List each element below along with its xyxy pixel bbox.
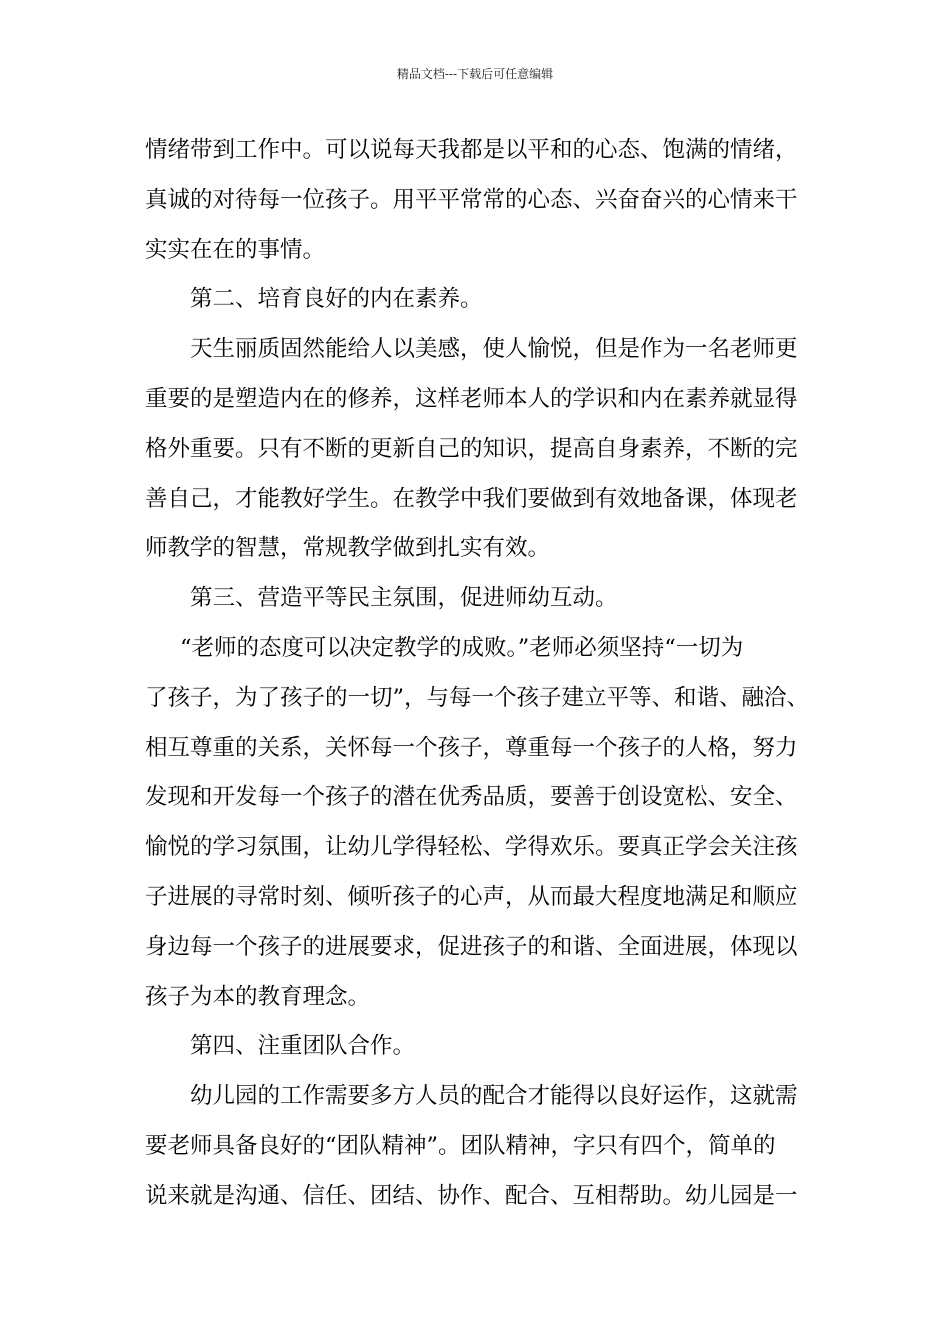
text-line: 第四、注重团队合作。 xyxy=(190,1033,416,1060)
text-line: 天生丽质固然能给人以美感，使人愉悦，但是作为一名老师更 xyxy=(190,336,798,363)
text-line: 要老师具备良好的“团队精神”。团队精神，字只有四个，简单的 xyxy=(145,1132,776,1159)
text-line: 发现和开发每一个孩子的潜在优秀品质，要善于创设宽松、安全、 xyxy=(145,784,798,811)
document-body xyxy=(145,126,825,1222)
text-line: 相互尊重的关系，关怀每一个孩子，尊重每一个孩子的人格，努力 xyxy=(145,734,798,761)
text-line: 实实在在的事情。 xyxy=(145,236,326,263)
text-line: “老师的态度可以决定教学的成败。”老师必须坚持“一切为 xyxy=(180,634,744,661)
text-line: 师教学的智慧，常规教学做到扎实有效。 xyxy=(145,535,551,562)
text-line: 第三、营造平等民主氛围，促进师幼互动。 xyxy=(190,585,618,612)
text-line: 真诚的对待每一位孩子。用平平常常的心态、兴奋奋兴的心情来干 xyxy=(145,186,798,213)
text-line: 愉悦的学习氛围，让幼儿学得轻松、学得欢乐。要真正学会关注孩 xyxy=(145,834,798,861)
text-line: 孩子为本的教育理念。 xyxy=(145,983,371,1010)
text-line: 子进展的寻常时刻、倾听孩子的心声，从而最大程度地满足和顺应 xyxy=(145,883,798,910)
page-header: 精品文档---下载后可任意编辑 xyxy=(396,67,554,81)
text-line: 身边每一个孩子的进展要求，促进孩子的和谐、全面进展，体现以 xyxy=(145,933,798,960)
text-line: 善自己，才能教好学生。在教学中我们要做到有效地备课，体现老 xyxy=(145,485,798,512)
text-line: 格外重要。只有不断的更新自己的知识，提高自身素养，不断的完 xyxy=(145,435,798,462)
text-line: 第二、培育良好的内在素养。 xyxy=(190,286,483,313)
text-line: 重要的是塑造内在的修养，这样老师本人的学识和内在素养就显得 xyxy=(145,385,798,412)
text-line: 幼儿园的工作需要多方人员的配合才能得以良好运作，这就需 xyxy=(190,1083,798,1110)
text-line: 情绪带到工作中。可以说每天我都是以平和的心态、饱满的情绪， xyxy=(145,137,798,163)
text-line: 了孩子，为了孩子的一切”，与每一个孩子建立平等、和谐、融洽、 xyxy=(145,684,810,711)
text-line: 说来就是沟通、信任、团结、协作、配合、互相帮助。幼儿园是一 xyxy=(145,1182,798,1209)
